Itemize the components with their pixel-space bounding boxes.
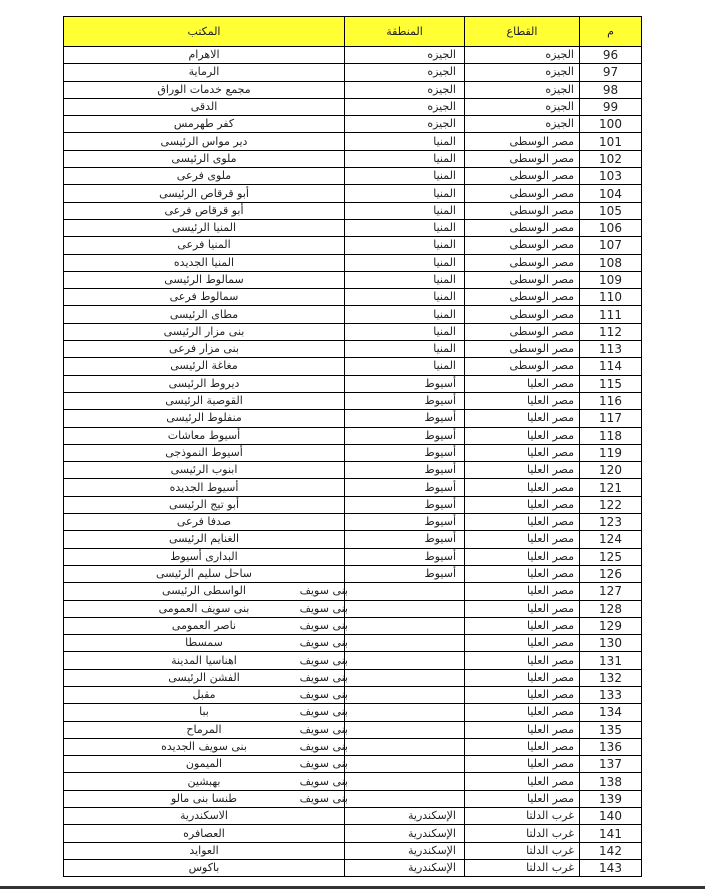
cell-sector: مصر العليا bbox=[465, 738, 580, 755]
cell-sector: مصر العليا bbox=[465, 600, 580, 617]
cell-office: مقبل bbox=[64, 686, 345, 703]
cell-region: الجيزه bbox=[345, 98, 465, 115]
table-row bbox=[64, 392, 642, 409]
cell-num: 129 bbox=[580, 617, 642, 634]
cell-region: بنى سويف bbox=[345, 756, 465, 773]
cell-sector: الجيزه bbox=[465, 98, 580, 115]
cell-num: 130 bbox=[580, 635, 642, 652]
table-row bbox=[64, 306, 642, 323]
table-row bbox=[64, 721, 642, 738]
cell-sector: مصر الوسطى bbox=[465, 341, 580, 358]
cell-num: 122 bbox=[580, 496, 642, 513]
cell-num: 113 bbox=[580, 341, 642, 358]
cell-sector: مصر العليا bbox=[465, 721, 580, 738]
cell-office: سمالوط الرئيسى bbox=[64, 271, 345, 288]
cell-num: 111 bbox=[580, 306, 642, 323]
cell-office: البدارى أسيوط bbox=[64, 548, 345, 565]
table-row bbox=[64, 756, 642, 773]
cell-sector: مصر العليا bbox=[465, 635, 580, 652]
table-row bbox=[64, 202, 642, 219]
cell-office: أبو تيج الرئيسى bbox=[64, 496, 345, 513]
cell-office: الغنايم الرئيسى bbox=[64, 531, 345, 548]
table-row bbox=[64, 237, 642, 254]
cell-num: 118 bbox=[580, 427, 642, 444]
cell-region: بنى سويف bbox=[345, 617, 465, 634]
cell-region: المنيا bbox=[345, 133, 465, 150]
cell-office: ديروط الرئيسى bbox=[64, 375, 345, 392]
cell-num: 121 bbox=[580, 479, 642, 496]
table-row bbox=[64, 686, 642, 703]
cell-region: المنيا bbox=[345, 254, 465, 271]
table-row bbox=[64, 358, 642, 375]
table-row bbox=[64, 669, 642, 686]
header-sector: القطاع bbox=[465, 17, 580, 47]
cell-region: الإسكندرية bbox=[345, 825, 465, 842]
cell-office: ببا bbox=[64, 704, 345, 721]
cell-office: مغاغة الرئيسى bbox=[64, 358, 345, 375]
cell-office: الفشن الرئيسى bbox=[64, 669, 345, 686]
header-row bbox=[64, 17, 642, 47]
cell-num: 123 bbox=[580, 514, 642, 531]
cell-region: بنى سويف bbox=[345, 652, 465, 669]
cell-office: أسيوط النموذجى bbox=[64, 444, 345, 461]
cell-office: بنى مزار فرعى bbox=[64, 341, 345, 358]
cell-region: الإسكندرية bbox=[345, 859, 465, 876]
cell-num: 99 bbox=[580, 98, 642, 115]
cell-num: 120 bbox=[580, 462, 642, 479]
cell-num: 101 bbox=[580, 133, 642, 150]
cell-office: المنيا فرعى bbox=[64, 237, 345, 254]
table-row bbox=[64, 635, 642, 652]
table-row bbox=[64, 219, 642, 236]
header-region: المنطقة bbox=[345, 17, 465, 47]
cell-sector: غرب الدلتا bbox=[465, 859, 580, 876]
cell-region: بنى سويف bbox=[345, 790, 465, 807]
cell-region: أسيوط bbox=[345, 479, 465, 496]
cell-office: الاسكندرية bbox=[64, 808, 345, 825]
cell-sector: مصر العليا bbox=[465, 375, 580, 392]
table-row bbox=[64, 773, 642, 790]
cell-region: المنيا bbox=[345, 150, 465, 167]
cell-region: أسيوط bbox=[345, 462, 465, 479]
table-row bbox=[64, 81, 642, 98]
cell-num: 127 bbox=[580, 583, 642, 600]
cell-num: 119 bbox=[580, 444, 642, 461]
cell-region: أسيوط bbox=[345, 496, 465, 513]
table-row bbox=[64, 410, 642, 427]
table-row bbox=[64, 150, 642, 167]
table-row bbox=[64, 790, 642, 807]
cell-region: بنى سويف bbox=[345, 704, 465, 721]
cell-region: بنى سويف bbox=[345, 686, 465, 703]
cell-office: أبو قرقاص فرعى bbox=[64, 202, 345, 219]
cell-num: 104 bbox=[580, 185, 642, 202]
table-row bbox=[64, 583, 642, 600]
table-row bbox=[64, 185, 642, 202]
cell-office: بنى سويف العمومى bbox=[64, 600, 345, 617]
cell-num: 128 bbox=[580, 600, 642, 617]
cell-office: القوصية الرئيسى bbox=[64, 392, 345, 409]
cell-num: 136 bbox=[580, 738, 642, 755]
table-row bbox=[64, 738, 642, 755]
cell-num: 116 bbox=[580, 392, 642, 409]
cell-region: أسيوط bbox=[345, 444, 465, 461]
cell-region: بنى سويف bbox=[345, 583, 465, 600]
cell-region: المنيا bbox=[345, 341, 465, 358]
cell-sector: مصر العليا bbox=[465, 548, 580, 565]
cell-region: بنى سويف bbox=[345, 669, 465, 686]
cell-num: 106 bbox=[580, 219, 642, 236]
cell-office: الدقى bbox=[64, 98, 345, 115]
cell-office: بنى سويف الجديده bbox=[64, 738, 345, 755]
cell-office: ابنوب الرئيسى bbox=[64, 462, 345, 479]
cell-num: 100 bbox=[580, 116, 642, 133]
cell-office: المنيا الرئيسى bbox=[64, 219, 345, 236]
table-row bbox=[64, 64, 642, 81]
cell-office: دير مواس الرئيسى bbox=[64, 133, 345, 150]
cell-num: 105 bbox=[580, 202, 642, 219]
table-row bbox=[64, 47, 642, 64]
table-row bbox=[64, 842, 642, 859]
cell-region: أسيوط bbox=[345, 392, 465, 409]
cell-office: بهبشين bbox=[64, 773, 345, 790]
table-row bbox=[64, 825, 642, 842]
cell-region: المنيا bbox=[345, 168, 465, 185]
cell-num: 115 bbox=[580, 375, 642, 392]
cell-region: أسيوط bbox=[345, 375, 465, 392]
cell-region: بنى سويف bbox=[345, 600, 465, 617]
cell-office: المنيا الجديده bbox=[64, 254, 345, 271]
cell-num: 137 bbox=[580, 756, 642, 773]
cell-office: الواسطى الرئيسى bbox=[64, 583, 345, 600]
cell-region: المنيا bbox=[345, 323, 465, 340]
cell-sector: مصر العليا bbox=[465, 652, 580, 669]
cell-region: أسيوط bbox=[345, 548, 465, 565]
cell-sector: مصر الوسطى bbox=[465, 271, 580, 288]
cell-num: 96 bbox=[580, 47, 642, 64]
cell-sector: مصر الوسطى bbox=[465, 306, 580, 323]
table-row bbox=[64, 565, 642, 582]
cell-region: أسيوط bbox=[345, 514, 465, 531]
cell-sector: الجيزه bbox=[465, 47, 580, 64]
cell-sector: مصر العليا bbox=[465, 514, 580, 531]
cell-office: مطاى الرئيسى bbox=[64, 306, 345, 323]
cell-office: أسيوط الجديده bbox=[64, 479, 345, 496]
cell-num: 102 bbox=[580, 150, 642, 167]
cell-office: سمالوط فرعى bbox=[64, 289, 345, 306]
cell-sector: مصر العليا bbox=[465, 669, 580, 686]
cell-sector: مصر العليا bbox=[465, 392, 580, 409]
cell-office: كفر طهرمس bbox=[64, 116, 345, 133]
cell-region: بنى سويف bbox=[345, 721, 465, 738]
cell-region: المنيا bbox=[345, 358, 465, 375]
cell-office: منفلوط الرئيسى bbox=[64, 410, 345, 427]
cell-num: 108 bbox=[580, 254, 642, 271]
cell-num: 112 bbox=[580, 323, 642, 340]
cell-sector: مصر الوسطى bbox=[465, 358, 580, 375]
cell-sector: مصر العليا bbox=[465, 790, 580, 807]
table-row bbox=[64, 600, 642, 617]
table-body bbox=[64, 47, 642, 877]
cell-office: أبو قرقاص الرئيسى bbox=[64, 185, 345, 202]
table-row bbox=[64, 652, 642, 669]
cell-sector: غرب الدلتا bbox=[465, 808, 580, 825]
cell-sector: مصر الوسطى bbox=[465, 323, 580, 340]
table-row bbox=[64, 98, 642, 115]
cell-office: العصافره bbox=[64, 825, 345, 842]
table-row bbox=[64, 323, 642, 340]
cell-sector: مصر العليا bbox=[465, 444, 580, 461]
cell-sector: مصر العليا bbox=[465, 583, 580, 600]
cell-region: المنيا bbox=[345, 306, 465, 323]
cell-sector: غرب الدلتا bbox=[465, 842, 580, 859]
table-row bbox=[64, 116, 642, 133]
cell-region: بنى سويف bbox=[345, 738, 465, 755]
table-row bbox=[64, 462, 642, 479]
cell-region: الجيزه bbox=[345, 81, 465, 98]
cell-num: 98 bbox=[580, 81, 642, 98]
cell-sector: مصر العليا bbox=[465, 427, 580, 444]
cell-num: 141 bbox=[580, 825, 642, 842]
table-row bbox=[64, 271, 642, 288]
cell-sector: مصر العليا bbox=[465, 565, 580, 582]
cell-num: 135 bbox=[580, 721, 642, 738]
cell-sector: مصر العليا bbox=[465, 531, 580, 548]
table-row bbox=[64, 548, 642, 565]
cell-office: الرماية bbox=[64, 64, 345, 81]
cell-sector: مصر العليا bbox=[465, 496, 580, 513]
cell-sector: مصر الوسطى bbox=[465, 219, 580, 236]
cell-office: صدفا فرعى bbox=[64, 514, 345, 531]
cell-sector: مصر الوسطى bbox=[465, 133, 580, 150]
table-row bbox=[64, 254, 642, 271]
table-row bbox=[64, 859, 642, 876]
cell-region: المنيا bbox=[345, 219, 465, 236]
cell-region: الإسكندرية bbox=[345, 808, 465, 825]
cell-region: الجيزه bbox=[345, 116, 465, 133]
cell-sector: مصر الوسطى bbox=[465, 254, 580, 271]
cell-office: ملوى الرئيسى bbox=[64, 150, 345, 167]
table-row bbox=[64, 514, 642, 531]
cell-num: 132 bbox=[580, 669, 642, 686]
cell-region: المنيا bbox=[345, 289, 465, 306]
cell-region: أسيوط bbox=[345, 410, 465, 427]
cell-num: 109 bbox=[580, 271, 642, 288]
cell-region: بنى سويف bbox=[345, 773, 465, 790]
cell-office: ساحل سليم الرئيسى bbox=[64, 565, 345, 582]
cell-region: المنيا bbox=[345, 185, 465, 202]
cell-region: الإسكندرية bbox=[345, 842, 465, 859]
cell-office: ناصر العمومى bbox=[64, 617, 345, 634]
cell-sector: مصر العليا bbox=[465, 686, 580, 703]
cell-office: بنى مزار الرئيسى bbox=[64, 323, 345, 340]
cell-office: مجمع خدمات الوراق bbox=[64, 81, 345, 98]
cell-num: 125 bbox=[580, 548, 642, 565]
cell-sector: مصر العليا bbox=[465, 617, 580, 634]
table-row bbox=[64, 531, 642, 548]
cell-num: 138 bbox=[580, 773, 642, 790]
cell-sector: مصر العليا bbox=[465, 410, 580, 427]
cell-region: أسيوط bbox=[345, 565, 465, 582]
cell-sector: مصر الوسطى bbox=[465, 202, 580, 219]
cell-office: ملوى فرعى bbox=[64, 168, 345, 185]
offices-table bbox=[63, 16, 642, 877]
cell-office: الميمون bbox=[64, 756, 345, 773]
cell-num: 134 bbox=[580, 704, 642, 721]
cell-num: 139 bbox=[580, 790, 642, 807]
cell-office: أسيوط معاشات bbox=[64, 427, 345, 444]
cell-sector: الجيزه bbox=[465, 64, 580, 81]
cell-sector: مصر العليا bbox=[465, 773, 580, 790]
cell-sector: مصر العليا bbox=[465, 462, 580, 479]
cell-num: 107 bbox=[580, 237, 642, 254]
header-num: م bbox=[580, 17, 642, 47]
cell-num: 140 bbox=[580, 808, 642, 825]
cell-num: 133 bbox=[580, 686, 642, 703]
cell-office: سمسطا bbox=[64, 635, 345, 652]
cell-region: المنيا bbox=[345, 237, 465, 254]
cell-office: باكوس bbox=[64, 859, 345, 876]
cell-sector: مصر الوسطى bbox=[465, 168, 580, 185]
cell-region: أسيوط bbox=[345, 531, 465, 548]
table-row bbox=[64, 133, 642, 150]
table-row bbox=[64, 444, 642, 461]
cell-office: اهناسيا المدينة bbox=[64, 652, 345, 669]
table-row bbox=[64, 341, 642, 358]
cell-sector: مصر العليا bbox=[465, 704, 580, 721]
cell-sector: غرب الدلتا bbox=[465, 825, 580, 842]
cell-region: أسيوط bbox=[345, 427, 465, 444]
cell-num: 110 bbox=[580, 289, 642, 306]
cell-sector: مصر الوسطى bbox=[465, 237, 580, 254]
cell-sector: مصر الوسطى bbox=[465, 185, 580, 202]
cell-sector: الجيزه bbox=[465, 81, 580, 98]
table-row bbox=[64, 704, 642, 721]
cell-num: 124 bbox=[580, 531, 642, 548]
table-row bbox=[64, 617, 642, 634]
cell-num: 97 bbox=[580, 64, 642, 81]
cell-region: المنيا bbox=[345, 202, 465, 219]
table-row bbox=[64, 168, 642, 185]
cell-region: المنيا bbox=[345, 271, 465, 288]
table-row bbox=[64, 479, 642, 496]
cell-office: الاهرام bbox=[64, 47, 345, 64]
cell-sector: مصر العليا bbox=[465, 479, 580, 496]
cell-region: بنى سويف bbox=[345, 635, 465, 652]
table-row bbox=[64, 289, 642, 306]
header-office: المكتب bbox=[64, 17, 345, 47]
cell-region: الجيزه bbox=[345, 64, 465, 81]
table-row bbox=[64, 427, 642, 444]
table-row bbox=[64, 496, 642, 513]
cell-sector: الجيزه bbox=[465, 116, 580, 133]
cell-num: 131 bbox=[580, 652, 642, 669]
cell-sector: مصر الوسطى bbox=[465, 289, 580, 306]
cell-region: الجيزه bbox=[345, 47, 465, 64]
offices-sheet bbox=[63, 16, 641, 877]
cell-office: طنسا بنى مالو bbox=[64, 790, 345, 807]
table-row bbox=[64, 375, 642, 392]
cell-num: 117 bbox=[580, 410, 642, 427]
cell-sector: مصر العليا bbox=[465, 756, 580, 773]
cell-sector: مصر الوسطى bbox=[465, 150, 580, 167]
cell-num: 143 bbox=[580, 859, 642, 876]
cell-num: 142 bbox=[580, 842, 642, 859]
cell-num: 114 bbox=[580, 358, 642, 375]
table-row bbox=[64, 808, 642, 825]
cell-office: المرماح bbox=[64, 721, 345, 738]
cell-num: 103 bbox=[580, 168, 642, 185]
cell-office: العوايد bbox=[64, 842, 345, 859]
cell-num: 126 bbox=[580, 565, 642, 582]
